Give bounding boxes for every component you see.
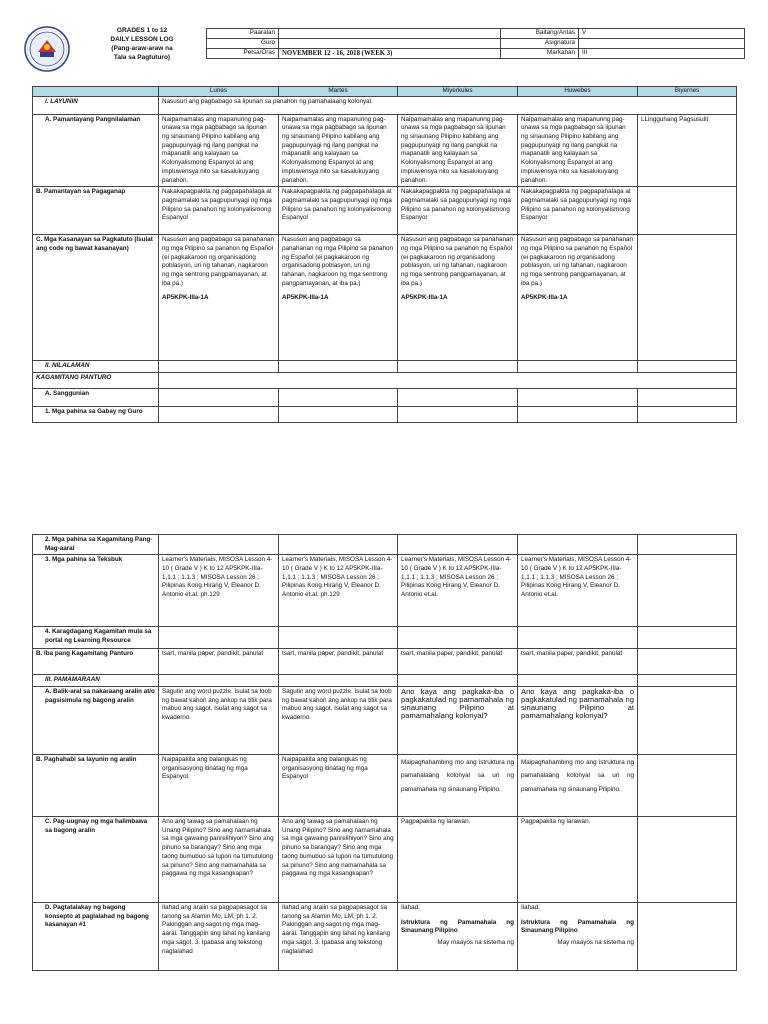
petsa-label: Petsa/Oras (207, 49, 279, 59)
cell-balik-huwebes[interactable]: Ano kaya ang pagkaka-iba o pagkakatulad ng pamamahala ng sinaunang Pilipino at pamamahalang kolonyal? (518, 687, 638, 755)
log-title (86, 26, 198, 62)
cell-teksbuk-miyerkules[interactable]: Learner's Materials, MISOSA Lesson 4-10 ( Grade V ) K to 12 AP5KPK-IIIa-1,1.1 ; 1.1.3 ; MISOSA Lesson 26 ; Pilipinas Kong Hirang V, Eleanor D. Antonio et.al. (398, 555, 518, 627)
markahan-label: Markahan (501, 49, 579, 59)
kasanayan-text: Nasusuri ang pagbabago sa panahanan ng mga Pilipino sa panahon ng Español (ei pagkakaroon ng organisadong poblasyon, uri ng tahanan, nagkaroon ng mga sentrong pangpamayanan, at iba pa.) (521, 236, 634, 287)
kagamitang-panturo-heading: KAGAMITANG PANTURO (33, 372, 159, 388)
empty-cell[interactable] (638, 388, 737, 406)
empty-cell[interactable] (638, 361, 737, 373)
day-header: Lunes (159, 87, 279, 97)
empty-cell[interactable] (518, 361, 638, 373)
empty-cell[interactable] (638, 406, 737, 422)
cell-pp-biyernes[interactable]: LLingguhang Pagsusulit (638, 114, 737, 187)
header-info-table (206, 28, 745, 59)
cell-k-biyernes[interactable] (638, 235, 737, 361)
empty-cell[interactable] (398, 406, 518, 422)
cell-pg-huwebes[interactable]: Nakakapagpakita ng pagpapahalaga at pagmamalaki sa pagpupunyagi ng mga Pilipino sa panahon ng kolonyalismong Espanyol (518, 187, 638, 235)
table-row (33, 903, 737, 971)
table-row (33, 96, 737, 114)
empty-cell[interactable] (279, 388, 398, 406)
pamantayan-pagganap-label: B. Pamantayan sa Pagaganap (33, 187, 159, 235)
cell-uugnay-huwebes[interactable]: Pagpapakita ng larawan. (518, 817, 638, 903)
cell-layunin-huwebes[interactable]: Maipaghahambing mo ang istruktura ng pamahalaang kolonyal sa uri ng pamamahala ng sinaunang Pilipino. (518, 755, 638, 817)
empty-cell[interactable] (398, 388, 518, 406)
empty-cell[interactable] (638, 535, 737, 555)
istruktura-heading: Istruktura ng Pamamahala ng Sinaunang Pilipino (521, 918, 634, 935)
cell-talakay-martes[interactable]: Ilahad ang aralin sa pagpapasagot sa tanong sa Alamin Mo, LM, ph 1. 2. Pakinggan ang sagot ng mga mag-aaral. Tanggapin ang lahat ng kanilang mga sagot. 3. Ipabasa ang tekstong naglalahad (279, 903, 398, 971)
cell-balik-martes[interactable]: Sagutin ang word puzzle. Isulat sa loob ng bawat kahon ang ankop na titik para mabuo ang sagot. Isulat ang sagot sa kwaderno. (279, 687, 398, 755)
markahan-value[interactable]: III (579, 49, 745, 59)
cell-pg-lunes[interactable]: Nakakapagpakita ng pagpapahalaga at pagmamalaki sa pagpupunyagi ng mga Pilipino sa panahon ng kolonyalismong Espanyol (159, 187, 279, 235)
empty-cell[interactable] (638, 649, 737, 675)
empty-cell[interactable] (159, 372, 737, 388)
cell-talakay-lunes[interactable]: Ilahad ang aralin sa pagpapasagot sa tanong sa Alamin Mo, LM, ph 1. 2. Pakinggan ang sagot ng mga mag-aaral. Tanggapin ang lahat ng kanilang mga sagot. 3. Ipabasa ang tekstong naglalahad (159, 903, 279, 971)
baitang-label: Baitang/Antas (501, 29, 579, 39)
empty-cell[interactable] (279, 535, 398, 555)
asignatura-label: Asignatura (501, 39, 579, 49)
cell-talakay-huwebes[interactable] (518, 903, 638, 971)
title-line: Tala sa Pagtuturo) (113, 54, 171, 62)
empty-cell[interactable] (638, 627, 737, 649)
ilahad-text: Ilahad: (401, 904, 420, 912)
pagtatalakay-label: D. Pagtatalakay ng bagong konsepto at paglalahad ng bagong kasanayan #1 (33, 903, 159, 971)
sanggunian-label: A. Sanggunian (33, 388, 159, 406)
empty-cell[interactable] (518, 627, 638, 649)
layunin-text[interactable]: Nasusuri ang pagbabago sa lipunan sa panahon ng pamahalaang kolonyal. (159, 96, 737, 114)
pamamaraan-heading: III. PAMAMARAAN (33, 675, 159, 687)
day-header-row (33, 87, 737, 97)
lesson-log-table (32, 86, 737, 423)
kasanayan-code: AP5KPK-IIIa-1A (401, 294, 448, 302)
cell-pp-miyerkules[interactable]: Naipamamalas ang mapanuring pag-unawa sa mga pagbabago sa lipunan ng sinaunang Pilipino kabilang ang pagpupunyagi ng ilang pangkat na mapanatili ang kalayaan sa Kolonyalismong Espanyol at ang impluwensya nito sa kasalukuyang panahon. (398, 114, 518, 187)
sistema-text: May maayos na sistema ng (557, 939, 634, 947)
pag-uugnay-label: C. Pag-uugnay ng mga halimbawa sa bagong aralin (33, 817, 159, 903)
empty-cell[interactable] (398, 675, 518, 687)
table-row (33, 114, 737, 187)
asignatura-value[interactable] (579, 39, 745, 49)
karagdagang-label: 4. Karagdagang Kagamitan mula sa portal ng Learning Resource (33, 627, 159, 649)
guro-value[interactable] (279, 39, 501, 49)
empty-cell[interactable] (638, 555, 737, 627)
empty-cell[interactable] (518, 388, 638, 406)
cell-pp-huwebes[interactable]: Naipamamalas ang mapanuring pag-unawa sa mga pagbabago sa lipunan ng sinaunang Pilipino kabilang ang pagpupunyagi ng ilang pangkat na mapanatili ang kalayaan sa Kolonyalismong Espanyol at ang impluwensya nito sa kasalukuyang panahon. (518, 114, 638, 187)
deped-seal-icon (24, 26, 70, 72)
table-row (33, 555, 737, 627)
title-line: DAILY LESSON LOG (110, 36, 174, 44)
cell-talakay-miyerkules[interactable] (398, 903, 518, 971)
cell-layunin-miyerkules[interactable]: Maipaghahambing mo ang istruktura ng pamahalaang kolonyal sa uri ng pamamahala ng sinaunang Pilipino. (398, 755, 518, 817)
cell-iba-lunes[interactable]: tsart, manila paper, pandikit, panulat (159, 649, 279, 675)
day-header: Martes (279, 87, 398, 97)
teksbuk-label: 3. Mga pahina sa Teksbuk (33, 555, 159, 627)
kasanayan-label: C. Mga Kasanayan sa Pagkatuto (Isulat ang code ng bawat kasanayan) (33, 235, 159, 361)
cell-k-lunes[interactable] (159, 235, 279, 361)
petsa-value[interactable]: NOVEMBER 12 - 16, 2018 (WEEK 3) (279, 49, 501, 59)
pamantayang-pangnilalaman-label: A. Pamantayang Pangnilalaman (33, 114, 159, 187)
empty-cell[interactable] (518, 675, 638, 687)
empty-cell[interactable] (398, 627, 518, 649)
iba-pang-label: B. Iba pang Kagamitang Panturo (33, 649, 159, 675)
istruktura-heading: Istruktura ng Pamamahala ng Sinaunang Pilipino (401, 918, 514, 935)
cell-balik-lunes[interactable]: Sagutin ang word puzzle. Isulat sa loob ng bawat kahon ang ankop na titik para mabuo ang sagot. Isulat ang sagot sa kwaderno. (159, 687, 279, 755)
cell-k-miyerkules[interactable] (398, 235, 518, 361)
layunin-heading: I. LAYUNIN (33, 96, 159, 114)
cell-teksbuk-lunes[interactable]: Learner's Materials, MISOSA Lesson 4-10 ( Grade V ) K to 12 AP5KPK-IIIa-1,1.1 ; 1.1.3 ; MISOSA Lesson 26 ; Pilipinas Kong Hirang V, Eleanor D. Antonio et.al. ph.129 (159, 555, 279, 627)
paaralan-value[interactable] (279, 29, 501, 39)
cell-pg-miyerkules[interactable]: Nakakapagpakita ng pagpapahalaga at pagmamalaki sa pagpupunyagi ng mga Pilipino sa panahon ng kolonyalismong Espanyol (398, 187, 518, 235)
kasanayan-code: AP5KPK-IIIa-1A (162, 294, 209, 302)
empty-cell[interactable] (638, 755, 737, 817)
cell-k-huwebes[interactable] (518, 235, 638, 361)
day-header: Miyerkules (398, 87, 518, 97)
day-header: Huwebes (518, 87, 638, 97)
empty-cell[interactable] (638, 687, 737, 755)
balik-aral-label: A. Balik-aral sa nakaraang aralin at/o pagsisimula ng bagong aralin (33, 687, 159, 755)
table-row (33, 406, 737, 422)
day-header: Biyernes (638, 87, 737, 97)
layunin-aralin-label: B. Paghahabi sa layunin ng aralin (33, 755, 159, 817)
empty-cell[interactable] (518, 406, 638, 422)
cell-uugnay-martes[interactable]: Ano ang tawag sa pamahalaan ng Unang Pilipino? Sino ang namamahala sa mga gawaing panrelihiyon? Sino ang pinuno sa barangay? Sino ang mga taong bumubuo sa lupon na tumutulong sa pinuno? Sino ang namamahala sa paggawa ng mga kasangkapan? (279, 817, 398, 903)
cell-uugnay-miyerkules[interactable]: Pagpapakita ng larawan. (398, 817, 518, 903)
empty-cell[interactable] (159, 406, 279, 422)
title-line: (Pang-araw-araw na (111, 45, 173, 53)
title-line: GRADES 1 to 12 (116, 27, 168, 34)
cell-layunin-lunes[interactable]: Naipapakita ang balangkas ng organisasyong itinatag ng mga Espanyol. (159, 755, 279, 817)
empty-cell[interactable] (279, 675, 398, 687)
table-row (33, 675, 737, 687)
paaralan-label: Paaralan (207, 29, 279, 39)
baitang-value[interactable]: V (579, 29, 745, 39)
guro-label: Guro (207, 39, 279, 49)
empty-cell[interactable] (159, 627, 279, 649)
empty-cell[interactable] (398, 361, 518, 373)
cell-pg-martes[interactable]: Nakakapagpakita ng pagpapahalaga at pagmamalaki sa pagpupunyagi ng mga Pilipino sa panahon ng kolonyalismong Espanyol (279, 187, 398, 235)
cell-balik-miyerkules[interactable]: Ano kaya ang pagkaka-iba o pagkakatulad ng pamamahala ng sinaunang Pilipino at pamamahalang kolonyal? (398, 687, 518, 755)
kasanayan-code: AP5KPK-IIIa-1A (521, 294, 568, 302)
table-row (33, 535, 737, 555)
cell-teksbuk-huwebes[interactable]: Learner's Materials, MISOSA Lesson 4-10 ( Grade V ) K to 12 AP5KPK-IIIa-1,1.1 ; 1.1.3 ; MISOSA Lesson 26 ; Pilipinas Kong Hirang V, Eleanor D. Antonio et.al. (518, 555, 638, 627)
empty-cell[interactable] (279, 406, 398, 422)
empty-cell[interactable] (159, 535, 279, 555)
cell-iba-miyerkules[interactable]: tsart, manila paper, pandikit, panulat (398, 649, 518, 675)
table-row (33, 649, 737, 675)
ilahad-text: Ilahad: (521, 904, 540, 912)
empty-cell[interactable] (159, 388, 279, 406)
kasanayan-text: Nasusuri ang pagbabago sa panahanan ng mga Pilipino sa panahon ng Español (ei pagkakaroon ng organisadong poblasyon, uri ng tahanan, nagkaroon ng mga sentrong pangpamayanan, at iba pa.) (401, 236, 514, 287)
table-row (33, 627, 737, 649)
table-row (33, 687, 737, 755)
kagamitang-pang-mag-aaral-label: 2. Mga pahina sa Kagamitang Pang-Mag-aaral (33, 535, 159, 555)
table-row (33, 235, 737, 361)
cell-iba-martes[interactable]: tsart, manila paper, pandikit, panulat (279, 649, 398, 675)
empty-cell[interactable] (279, 361, 398, 373)
empty-cell[interactable] (638, 903, 737, 971)
cell-uugnay-lunes[interactable]: Ano ang tawag sa pamahalaan ng Unang Pilipino? Sino ang namamahala sa mga gawaing panrelihiyon? Sino ang pinuno sa barangay? Sino ang mga taong bumubuo sa lupon na tumutulong sa pinuno? Sino ang namamahala sa paggawa ng mga kasangkapan? (159, 817, 279, 903)
empty-cell[interactable] (159, 361, 279, 373)
table-row (33, 755, 737, 817)
sistema-text: May maayos na sistema ng (437, 939, 514, 947)
table-row (33, 361, 737, 373)
corner-cell (33, 87, 159, 97)
gabay-guro-label: 1. Mga pahina sa Gabay ng Guro (33, 406, 159, 422)
kasanayan-text: Nasusuri ang pagbabago sa panahanan ng mga Pilipino sa panahon ng Español (ei pagkakaroon ng organisadong poblasyon, uri ng tahanan, nagkaroon ng mga sentrong pangpamayanan, at iba pa.) (162, 236, 275, 287)
kasanayan-code: AP5KPK-IIIa-1A (282, 294, 329, 302)
cell-iba-huwebes[interactable]: tsart, manila paper, pandikit, panulat (518, 649, 638, 675)
cell-pp-martes[interactable]: Naipamamalas ang mapanuring pag-unawa sa mga pagbabago sa lipunan ng sinaunang Pilipino kabilang ang pagpupunyagi ng ilang pangkat na mapanatili ang kalayaan sa Kolonyalismong Espanyol at ang impluwensya nito sa kasalukuyang panahon. (279, 114, 398, 187)
table-row (33, 817, 737, 903)
kasanayan-text: Nasusuri ang pagbabago sa panahanan ng mga Pilipino sa panahon ng Español (ei pagkakaroon ng organisadong poblasyon, uri ng tahanan, nagkaroon ng mga sentrong pangpamayanan, at iba pa.) (282, 236, 393, 287)
lesson-log-header (24, 26, 744, 74)
cell-pg-biyernes[interactable] (638, 187, 737, 235)
table-row (33, 388, 737, 406)
empty-cell[interactable] (279, 627, 398, 649)
nilalaman-heading: II. NILALAMAN (33, 361, 159, 373)
cell-pp-lunes[interactable]: Naipamamalas ang mapanuring pag-unawa sa mga pagbabago sa lipunan ng sinaunang Pilipino kabilang ang pagpupunyagi ng ilang pangkat na mapanatili ang kalayaan sa Kolonyalismong Espanyol at ang impluwensya nito sa kasalukuyang panahon. (159, 114, 279, 187)
lesson-log-table-continued (32, 534, 737, 971)
table-row (33, 372, 737, 388)
empty-cell[interactable] (518, 535, 638, 555)
cell-teksbuk-martes[interactable]: Learner's Materials, MISOSA Lesson 4-10 ( Grade V ) K to 12 AP5KPK-IIIa-1,1.1 ; 1.1.3 ; MISOSA Lesson 26 ; Pilipinas Kong Hirang V, Eleanor D. Antonio et.al. ph.129 (279, 555, 398, 627)
empty-cell[interactable] (638, 675, 737, 687)
cell-layunin-martes[interactable]: Naipapakita ang balangkas ng organisasyong itinatag ng mga Espanyol (279, 755, 398, 817)
empty-cell[interactable] (398, 535, 518, 555)
table-row (33, 187, 737, 235)
cell-k-martes[interactable] (279, 235, 398, 361)
empty-cell[interactable] (638, 817, 737, 903)
empty-cell[interactable] (159, 675, 279, 687)
